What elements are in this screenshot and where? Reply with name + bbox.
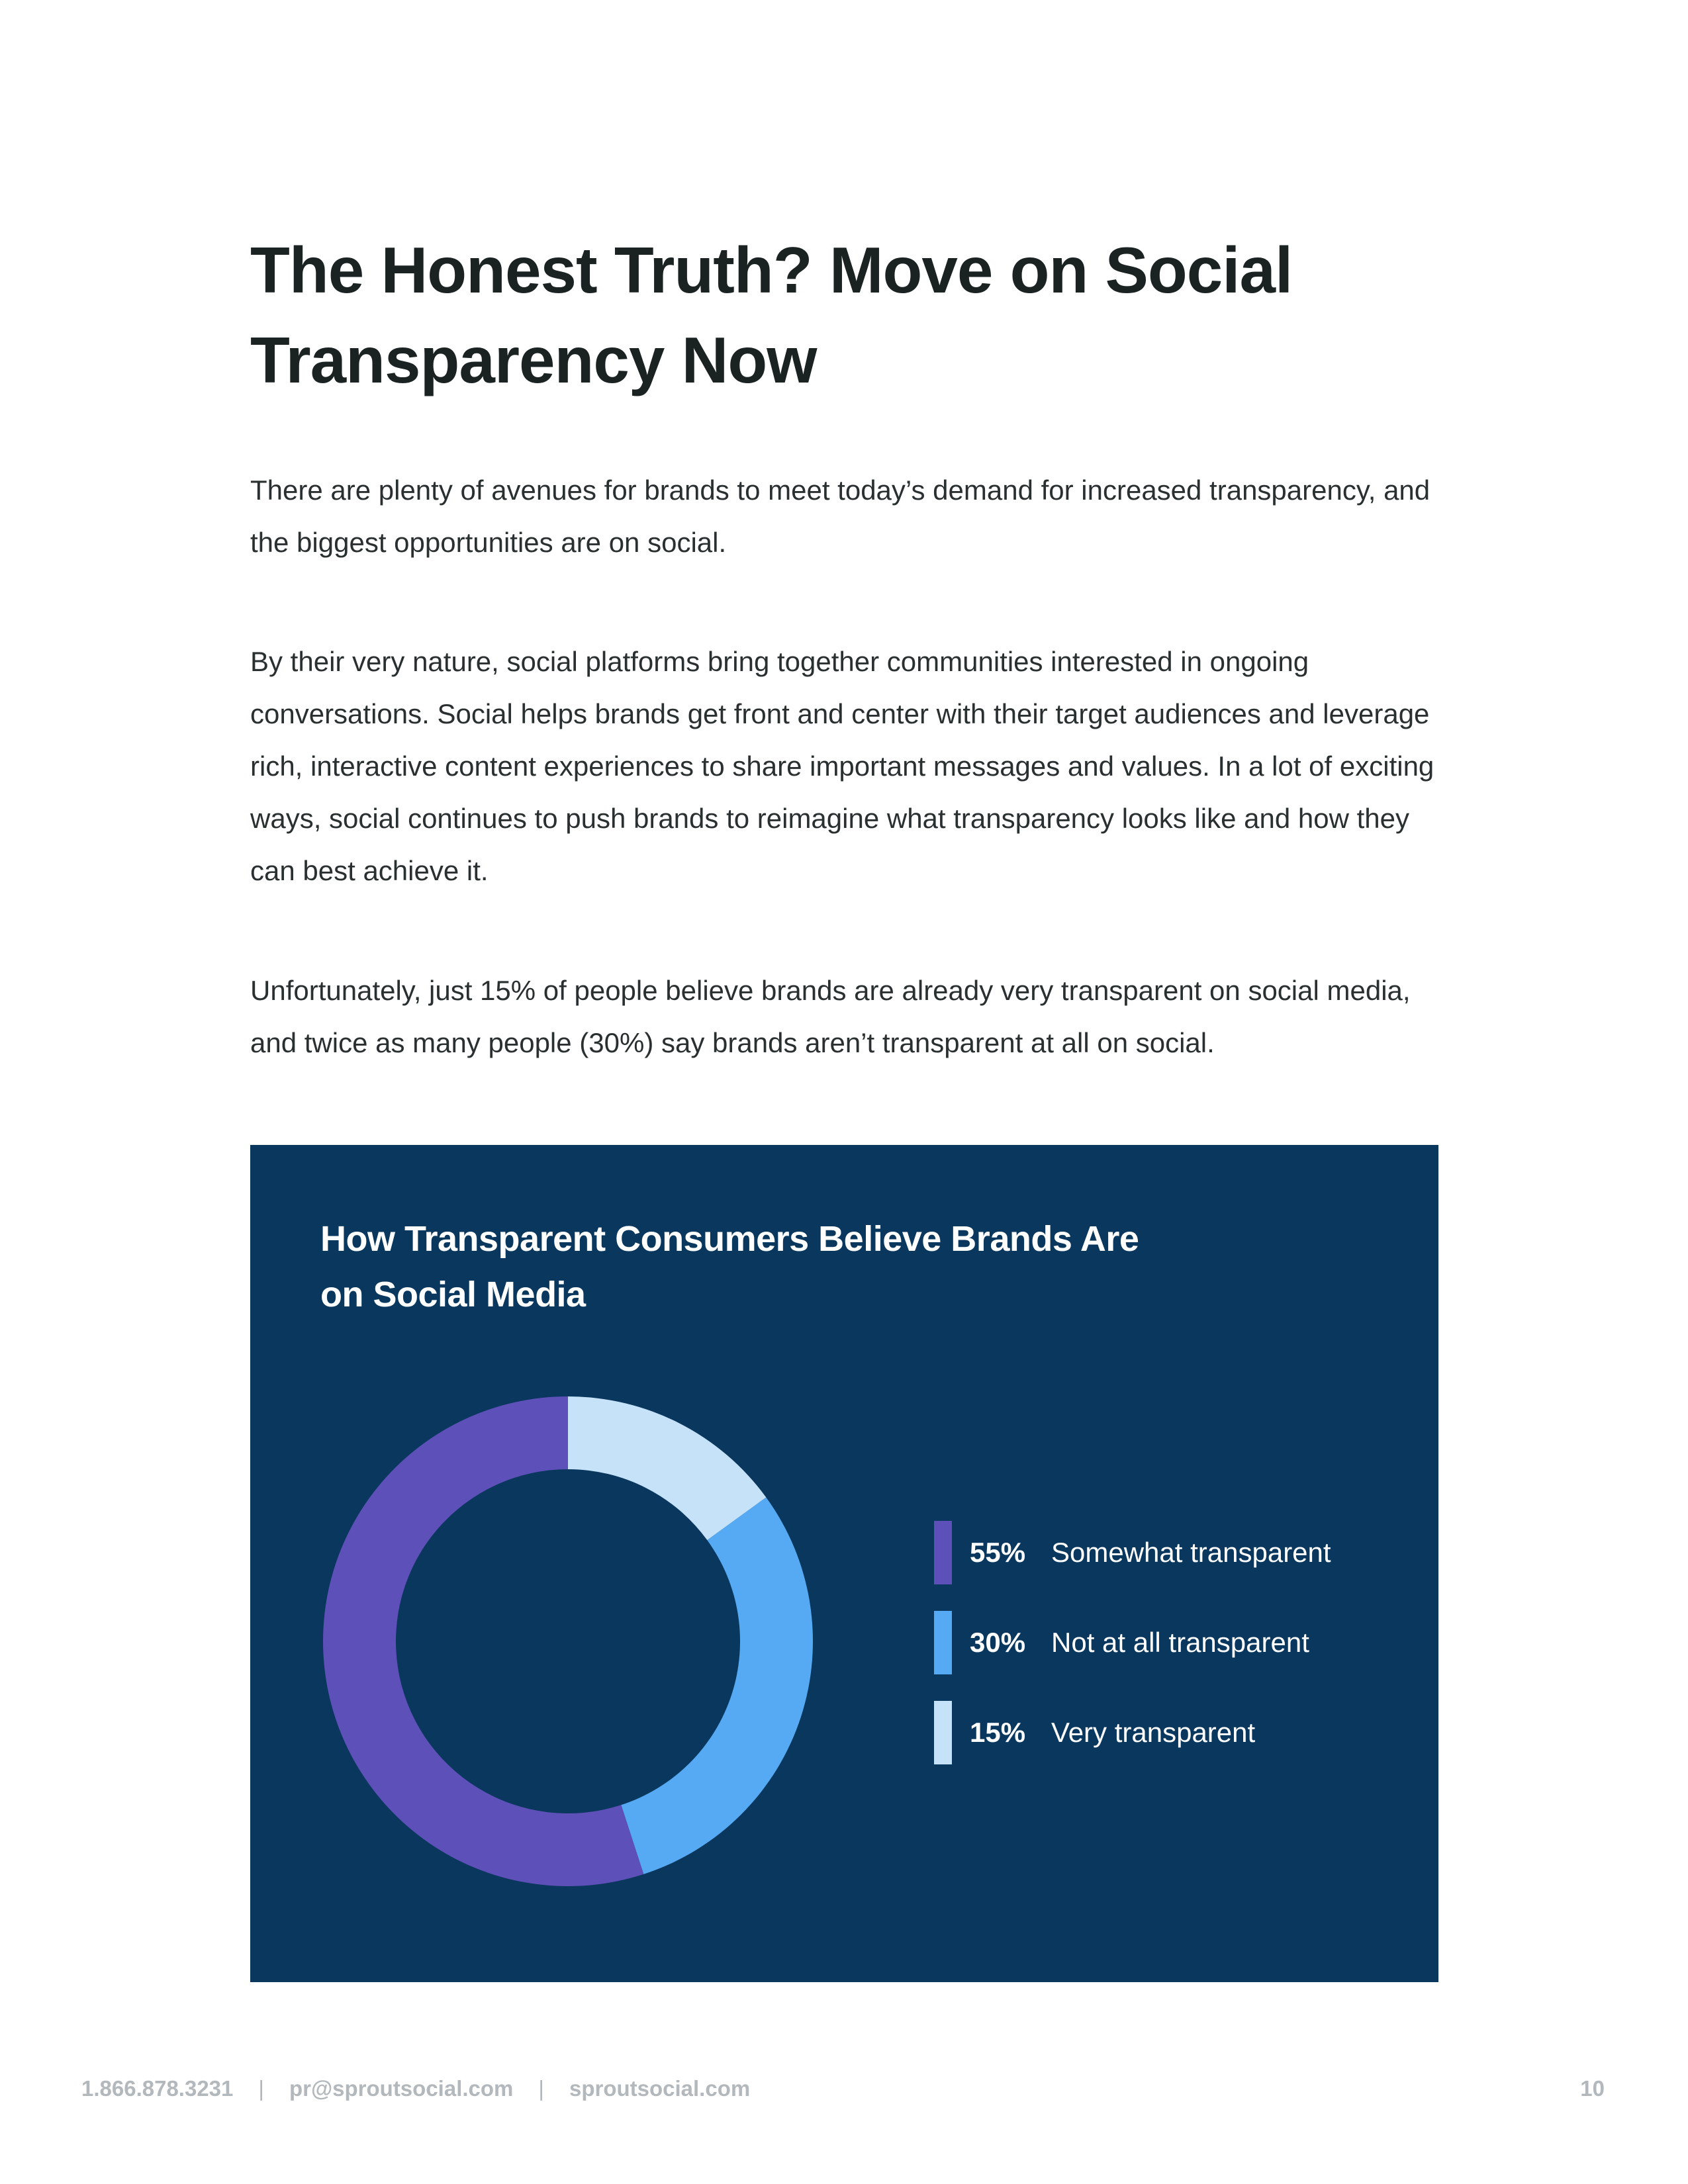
- legend-percent: 30%: [970, 1627, 1026, 1658]
- chart-panel: [250, 1145, 1438, 1982]
- legend-label: Not at all transparent: [1051, 1627, 1309, 1658]
- legend-percent: 15%: [970, 1717, 1026, 1748]
- footer-separator: |: [258, 2076, 264, 2101]
- legend-swatch: [934, 1521, 952, 1584]
- body-paragraph: By their very nature, social platforms bring together communities interested in ongoing conversations. Social helps brands get front and center with their target audiences and leverage rich, interactive content experiences to share important messages and values. In a lot of exciting ways, social continues to push brands to reimagine what transparency looks like and how they can best achieve it.: [250, 646, 1434, 886]
- footer-website-link[interactable]: sproutsocial.com: [569, 2076, 751, 2101]
- footer-separator: |: [538, 2076, 544, 2101]
- donut-slice-very-transparent: [568, 1396, 766, 1540]
- donut-slice-not-at-all-transparent: [621, 1498, 813, 1874]
- footer-phone: 1.866.878.3231: [81, 2076, 234, 2101]
- chart-title: How Transparent Consumers Believe Brands Are on Social Media: [320, 1219, 1139, 1314]
- legend-label: Somewhat transparent: [1051, 1537, 1331, 1568]
- page-title: The Honest Truth? Move on Social Transparency Now: [250, 234, 1293, 396]
- footer-contact: [81, 2075, 750, 2102]
- legend-swatch: [934, 1611, 952, 1674]
- legend-swatch: [934, 1701, 952, 1764]
- intro-paragraph: There are plenty of avenues for brands to meet today’s demand for increased transparency, and the biggest opportunities are on social.: [250, 475, 1430, 558]
- footer-email-link[interactable]: pr@sproutsocial.com: [289, 2076, 514, 2101]
- stat-paragraph: Unfortunately, just 15% of people believe brands are already very transparent on social media, and twice as many people (30%) say brands aren’t transparent at all on social.: [250, 975, 1411, 1058]
- page-number: 10: [1580, 2076, 1605, 2101]
- legend-percent: 55%: [970, 1537, 1026, 1568]
- donut-chart: [323, 1396, 813, 1886]
- legend-label: Very transparent: [1051, 1717, 1256, 1748]
